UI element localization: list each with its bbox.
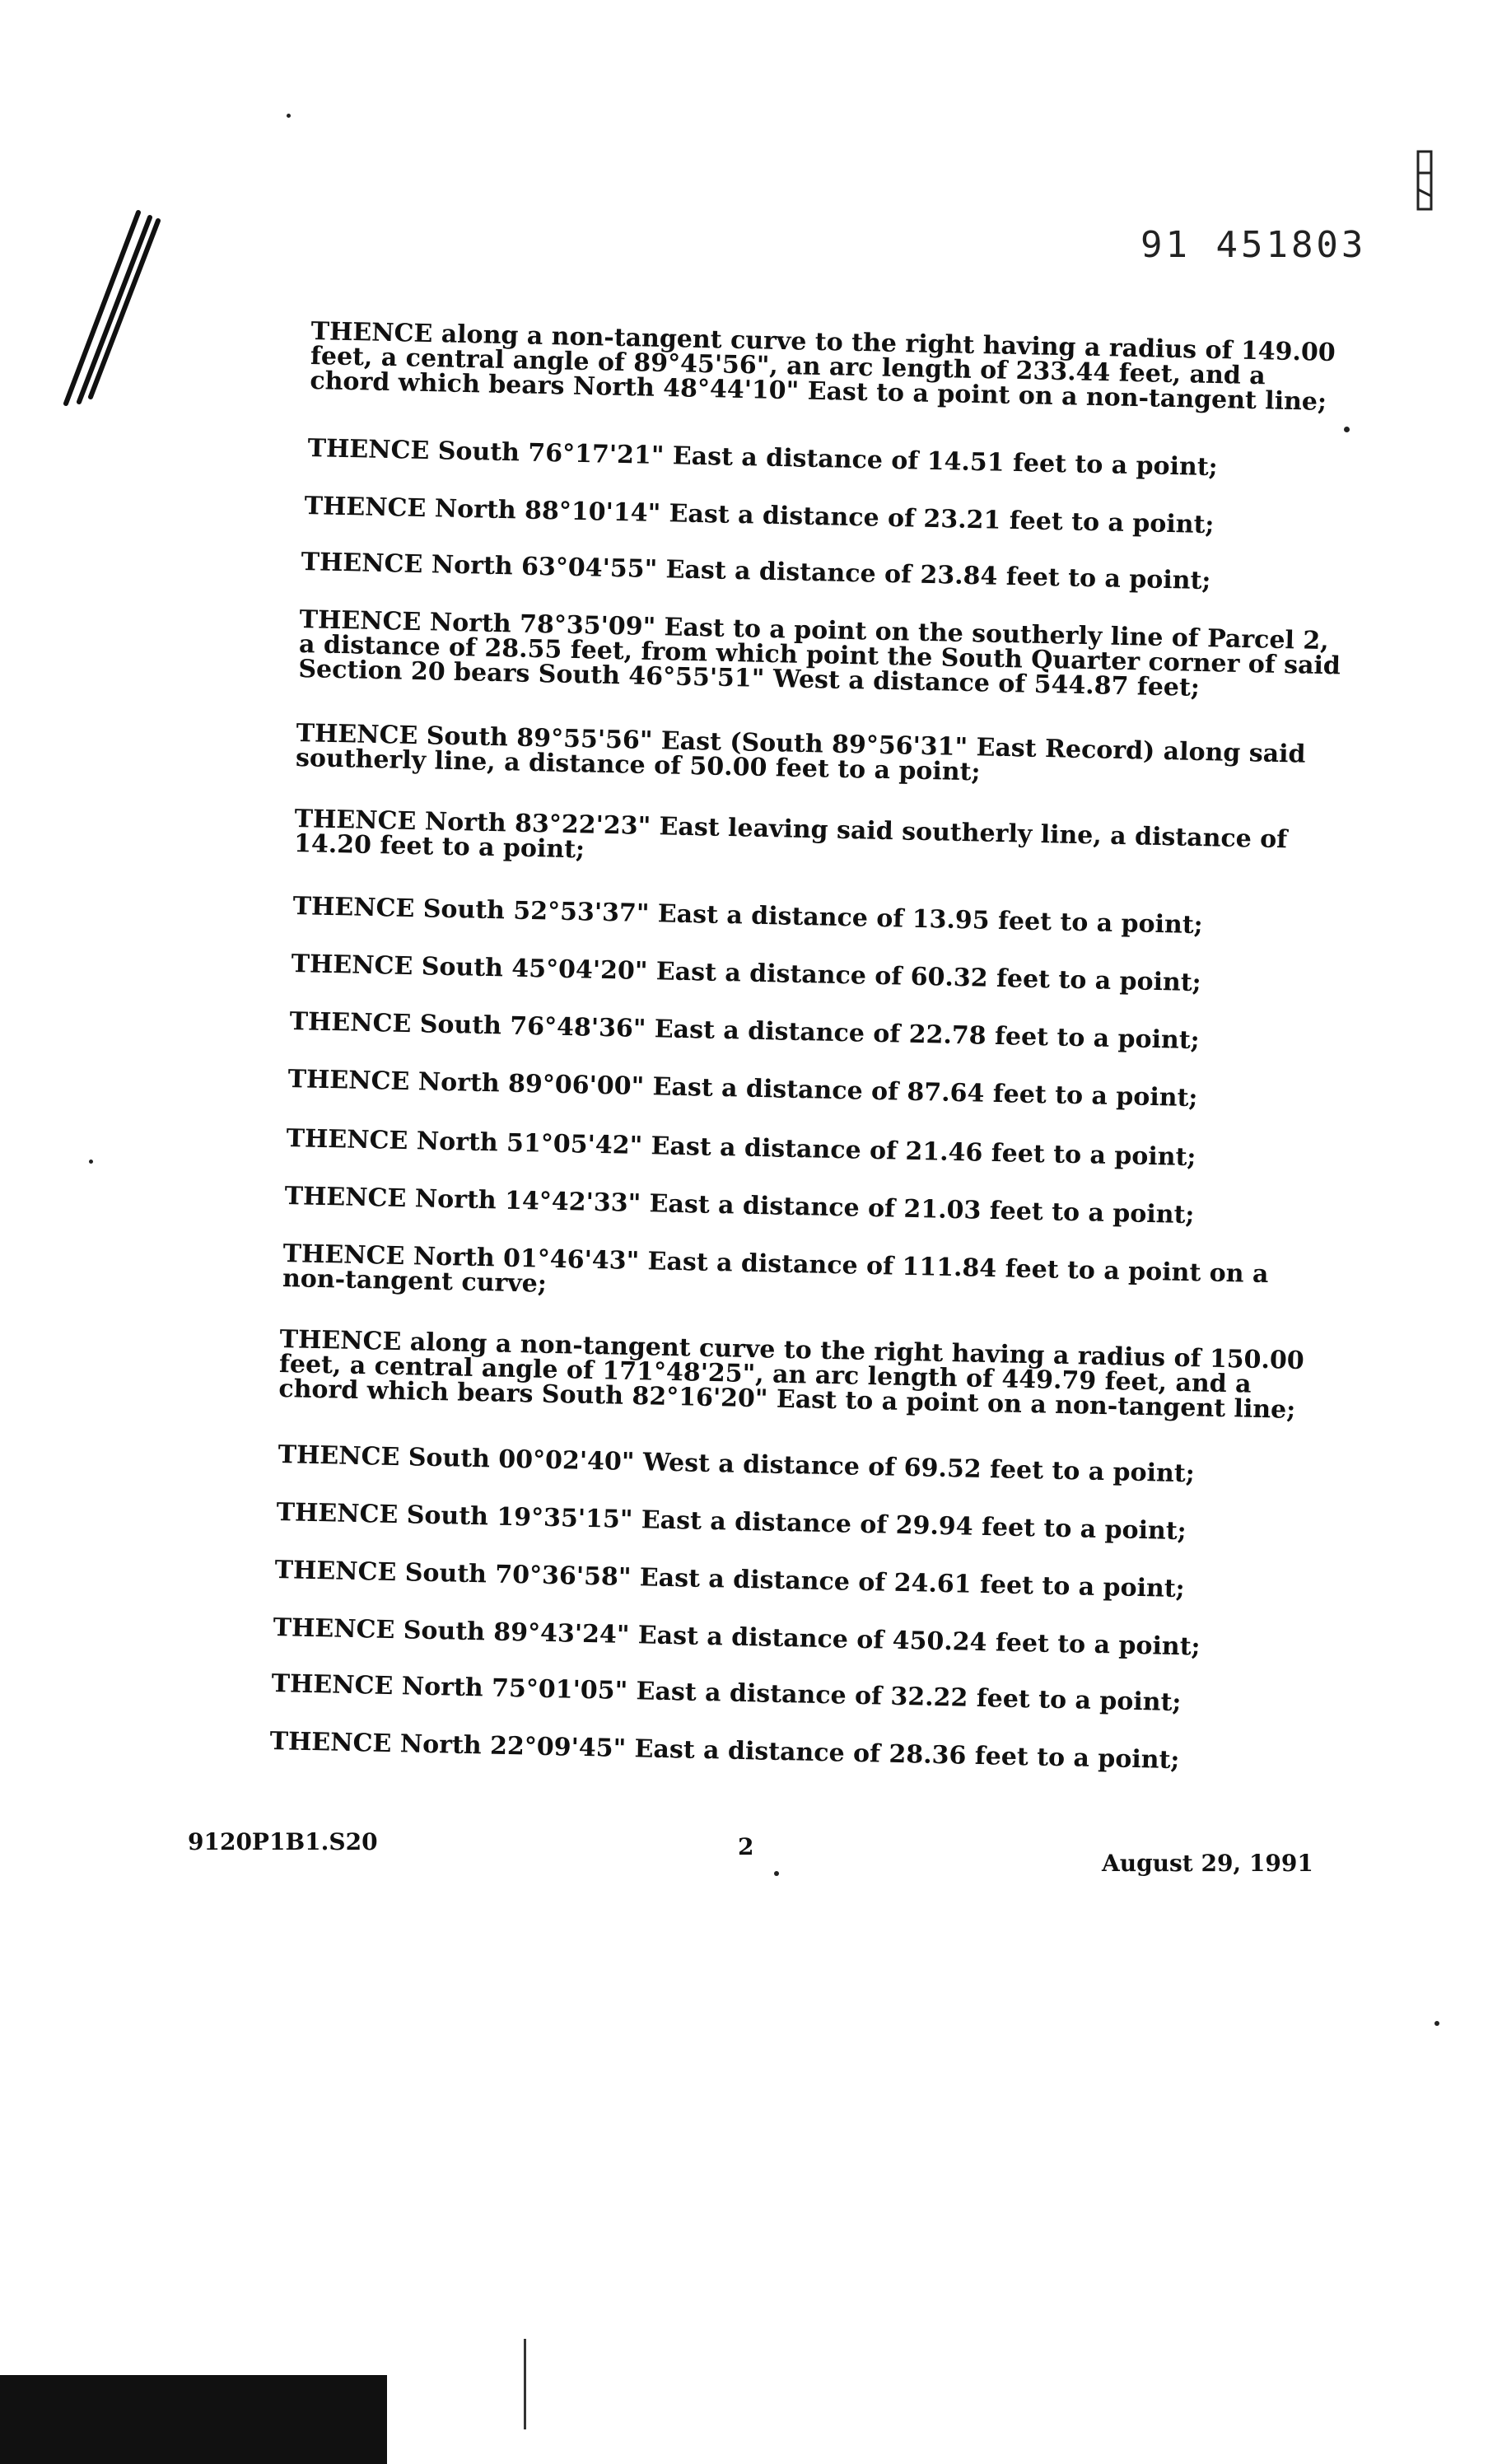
legal-paragraph: THENCE South 76°17'21" East a distance of 14.51 feet to a point;: [307, 434, 1219, 483]
legal-paragraph: THENCE South 89°55'56" East (South 89°56'31" East Record) along said southerly line, a distance of 50.00 feet to a point;: [295, 719, 1306, 787]
legal-paragraph: THENCE South 19°35'15" East a distance of 29.94 feet to a point;: [276, 1498, 1187, 1547]
legal-paragraph: THENCE North 78°35'09" East to a point on the southerly line of Parcel 2, a distance of 28.55 feet, from which point the South Quarter corner of said Section 20 bears South 46°55'51" West a distance of 544.87 feet;: [298, 605, 1341, 702]
stamp-mark: [1413, 148, 1438, 214]
handwritten-slash-mark: [49, 206, 165, 412]
file-reference: 9120P1B1.S20: [188, 1828, 378, 1855]
scan-speck: [1344, 427, 1350, 432]
legal-paragraph: THENCE North 51°05'42" East a distance of 21.46 feet to a point;: [286, 1124, 1196, 1173]
legal-paragraph: THENCE North 75°01'05" East a distance of 32.22 feet to a point;: [271, 1669, 1182, 1718]
legal-paragraph: THENCE North 14°42'33" East a distance of 21.03 feet to a point;: [284, 1182, 1195, 1230]
legal-paragraph: THENCE North 63°04'55" East a distance of 23.84 feet to a point;: [301, 548, 1211, 596]
legal-paragraph: THENCE South 70°36'58" East a distance of 24.61 feet to a point;: [274, 1556, 1186, 1604]
scan-speck: [1434, 2021, 1439, 2026]
legal-paragraph: THENCE South 76°48'36" East a distance of 22.78 feet to a point;: [289, 1007, 1201, 1056]
legal-paragraph: THENCE along a non-tangent curve to the right having a radius of 150.00 feet, a central angle of 171°48'25", an arc length of 449.79 feet, and a chord which bears South 82°16'20" East to a point on a non-tangent line;: [278, 1325, 1305, 1425]
document-number: 91 451803: [1140, 224, 1367, 266]
legal-paragraph: THENCE South 00°02'40" West a distance of 69.52 feet to a point;: [278, 1440, 1196, 1489]
document-date: August 29, 1991: [1102, 1850, 1313, 1877]
legal-paragraph: THENCE North 01°46'43" East a distance of 111.84 feet to a point on a non-tangent curve;: [282, 1239, 1269, 1299]
scan-speck: [89, 1160, 93, 1164]
legal-paragraph: THENCE along a non-tangent curve to the right having a radius of 149.00 feet, a central angle of 89°45'56", an arc length of 233.44 feet, and a chord which bears North 48°44'10" East to a point on a non-tangent line;: [310, 317, 1336, 417]
page-number: 2: [738, 1833, 754, 1860]
legal-paragraph: THENCE North 22°09'45" East a distance of 28.36 feet to a point;: [269, 1727, 1180, 1776]
legal-paragraph: THENCE North 89°06'00" East a distance of 87.64 feet to a point;: [287, 1065, 1198, 1113]
scan-black-bar: [0, 2375, 387, 2464]
legal-paragraph: THENCE South 52°53'37" East a distance of 13.95 feet to a point;: [292, 892, 1204, 940]
legal-paragraph: THENCE North 88°10'14" East a distance of 23.21 feet to a point;: [304, 492, 1215, 540]
legal-paragraph: THENCE North 83°22'23" East leaving said southerly line, a distance of 14.20 feet to a point;: [293, 805, 1288, 865]
legal-paragraph: THENCE South 89°43'24" East a distance of 450.24 feet to a point;: [273, 1613, 1201, 1662]
legal-paragraph: THENCE South 45°04'20" East a distance of 60.32 feet to a point;: [291, 950, 1202, 998]
scan-speck: [287, 114, 291, 118]
scan-edge-line: [524, 2339, 526, 2429]
scan-speck: [774, 1871, 779, 1876]
